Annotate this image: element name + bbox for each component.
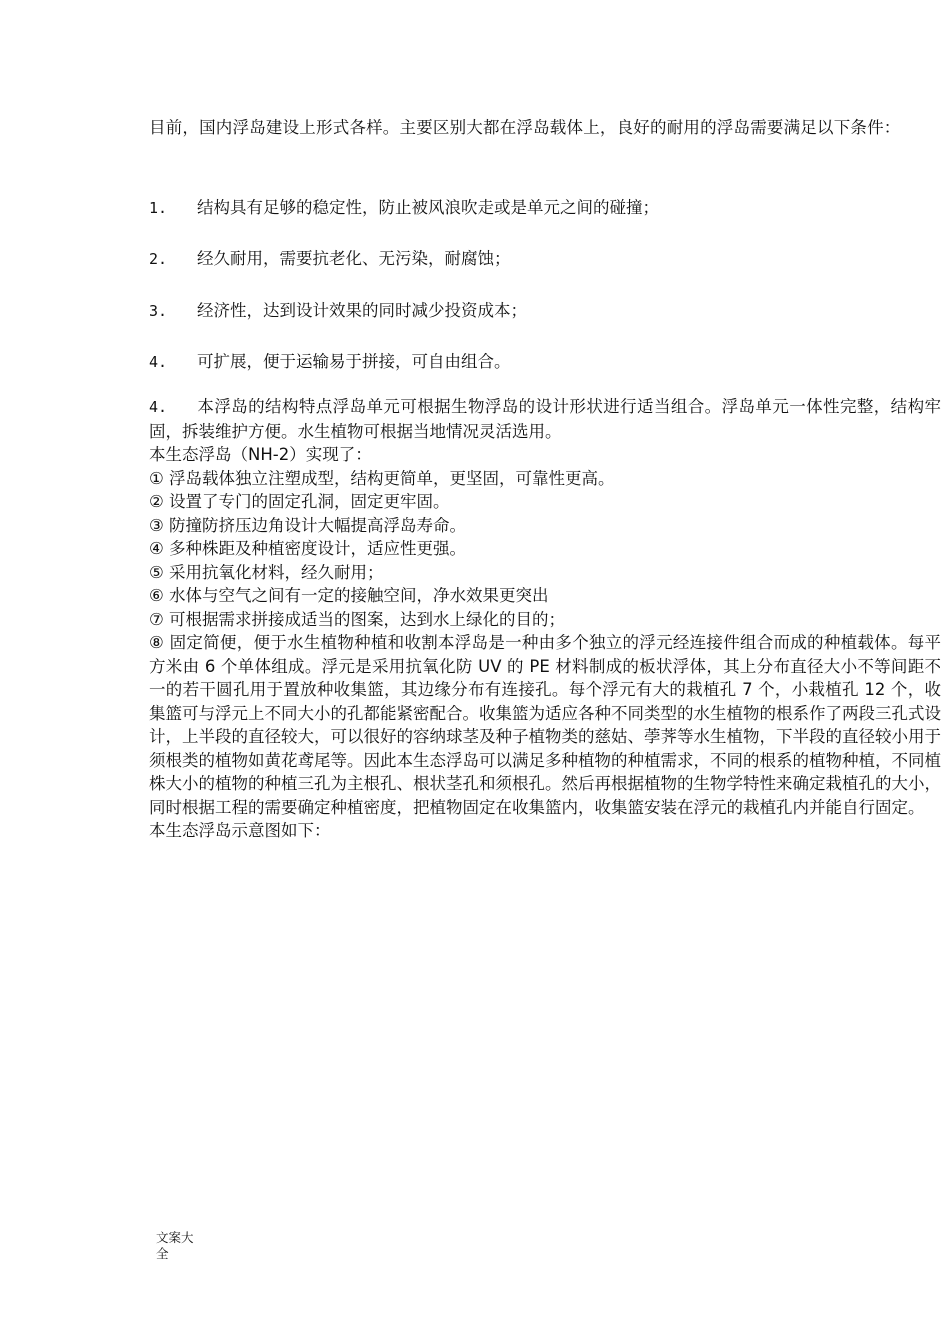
condition-text: 经济性，达到设计效果的同时减少投资成本； <box>197 301 527 320</box>
feature-item-6: ⑥ 水体与空气之间有一定的接触空间，净水效果更突出 <box>149 586 549 605</box>
feature-item-3: ③ 防撞防挤压边角设计大幅提高浮岛寿命。 <box>149 515 467 535</box>
condition-number: 4. <box>149 353 168 371</box>
feature-item-8: ⑧ 固定简便，便于水生植物种植和收割本浮岛是一种由多个独立的浮元经连接件组合而成的种植载体。每平方米由 6 个单体组成。浮元是采用抗氧化防 UV 的 PE 材料制成的板状浮体，其上分布直径大小不等间距不一的若干圆孔用于置放种收集篮，其边缘分布有连接孔。每个浮元有大的栽植孔 7 个，小栽植孔 12 个，收集篮可与浮元上不同大小的孔都能紧密配合。收集篮为适应各种不同类型的水生植物的根系作了两段三孔式设计，上半段的直径较大，可以很好的容纳球茎及种子植物类的慈姑、荸荠等水生植物，下半段的直径较小用于须根类的植物如黄花鸢尾等。因此本生态浮岛可以满足多种植物的种植需求，不同的根系的植物种植，不同植株大小的植物的种植三孔为主根孔、根状茎孔和须根孔。然后再根据植物的生物学特性来确定栽植孔的大小，同时根据工程的需要确定种植密度，把植物固定在收集篮内，收集篮安装在浮元的栽植孔内并能自行固定。 <box>149 633 941 817</box>
realized-heading: 本生态浮岛（NH-2）实现了： <box>149 445 372 464</box>
condition-item-4 <box>149 350 941 374</box>
feature-item-1: ① 浮岛载体独立注塑成型，结构更简单，更坚固，可靠性更高。 <box>149 468 615 488</box>
intro-paragraph: 目前，国内浮岛建设上形式各样。主要区别大都在浮岛载体上，良好的耐用的浮岛需要满足以下条件： <box>149 118 901 137</box>
condition-item-2 <box>149 247 941 271</box>
body-block <box>149 395 941 843</box>
structure-number: 4. <box>149 398 168 416</box>
condition-number: 1. <box>149 199 168 217</box>
feature-item-5: ⑤ 采用抗氧化材料，经久耐用； <box>149 562 384 582</box>
page-footer: 文案大全 <box>156 1230 194 1261</box>
feature-item-4: ④ 多种株距及种植密度设计，适应性更强。 <box>149 539 467 558</box>
diagram-caption: 本生态浮岛示意图如下： <box>149 821 331 840</box>
structure-text: 本浮岛的结构特点浮岛单元可根据生物浮岛的设计形状进行适当组合。浮岛单元一体性完整，结构牢固，拆装维护方便。水生植物可根据当地情况灵活选用。 <box>149 397 941 441</box>
feature-item-2: ② 设置了专门的固定孔洞，固定更牢固。 <box>149 492 450 511</box>
condition-text: 结构具有足够的稳定性，防止被风浪吹走或是单元之间的碰撞； <box>197 198 659 217</box>
condition-text: 经久耐用，需要抗老化、无污染，耐腐蚀； <box>197 249 511 268</box>
condition-text: 可扩展，便于运输易于拼接，可自由组合。 <box>197 352 511 371</box>
condition-number: 3. <box>149 302 168 320</box>
condition-number: 2. <box>149 250 168 268</box>
condition-item-3 <box>149 299 941 323</box>
structure-paragraph <box>149 395 941 443</box>
feature-item-7: ⑦ 可根据需求拼接成适当的图案，达到水上绿化的目的； <box>149 609 566 629</box>
condition-item-1 <box>149 196 941 220</box>
